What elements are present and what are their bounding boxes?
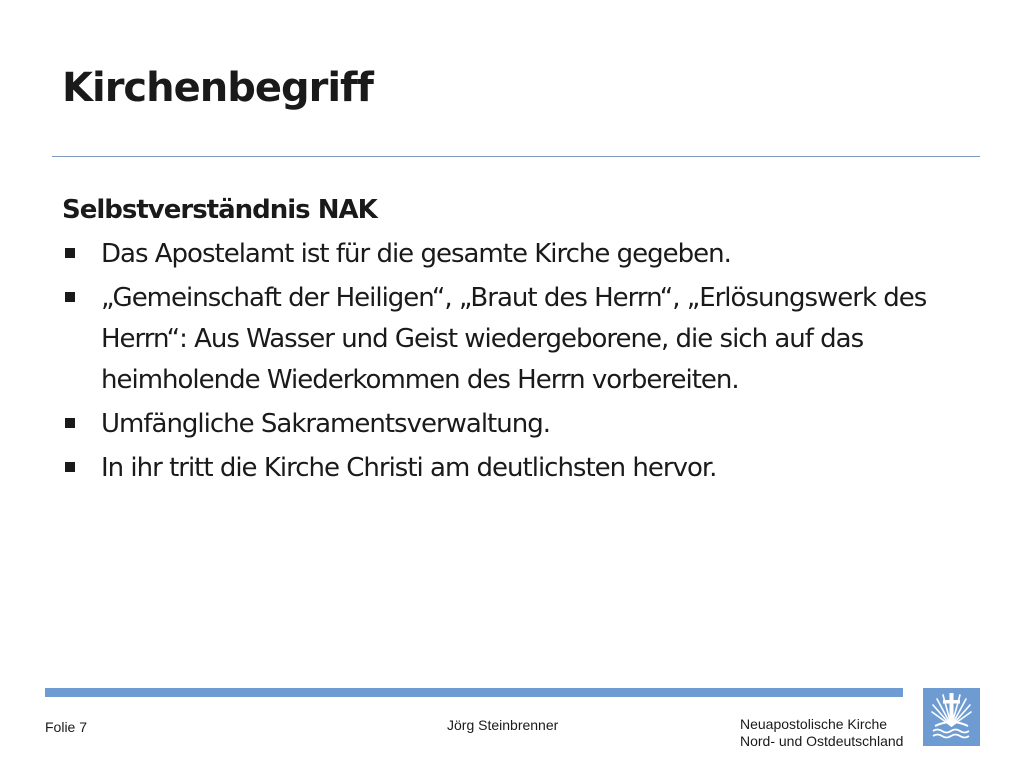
list-item	[62, 448, 962, 489]
bullet-list	[62, 234, 962, 489]
bullet-text: „Gemeinschaft der Heiligen“, „Braut des Herrn“, „Erlösungswerk des Herrn“: Aus Wasser und Geist wiedergeborene, die sich auf das heimholende Wiederkommen des Herrn vorbereiten.	[101, 283, 927, 395]
content-subheading: Selbstverständnis NAK	[62, 195, 377, 225]
title-divider	[52, 156, 980, 157]
square-bullet-icon	[65, 248, 75, 258]
organization-region: Nord- und Ostdeutschland	[740, 733, 904, 749]
organization-name: Neuapostolische Kirche	[740, 716, 888, 732]
square-bullet-icon	[65, 292, 75, 302]
footer-author: Jörg Steinbrenner	[447, 717, 559, 733]
slide-content	[62, 190, 962, 492]
list-item	[62, 404, 962, 445]
square-bullet-icon	[65, 462, 75, 472]
list-item	[62, 278, 962, 401]
bullet-text: In ihr tritt die Kirche Christi am deutlichsten hervor.	[101, 453, 717, 483]
bullet-text: Umfängliche Sakramentsverwaltung.	[101, 409, 550, 439]
list-item	[62, 234, 962, 275]
slide-title: Kirchenbegriff	[62, 65, 373, 111]
slide-number: Folie 7	[45, 719, 88, 735]
square-bullet-icon	[65, 418, 75, 428]
footer-accent-bar	[45, 688, 903, 697]
bullet-text: Das Apostelamt ist für die gesamte Kirche gegeben.	[101, 239, 731, 269]
footer-organization	[740, 716, 903, 750]
nak-church-emblem-icon	[923, 688, 980, 746]
